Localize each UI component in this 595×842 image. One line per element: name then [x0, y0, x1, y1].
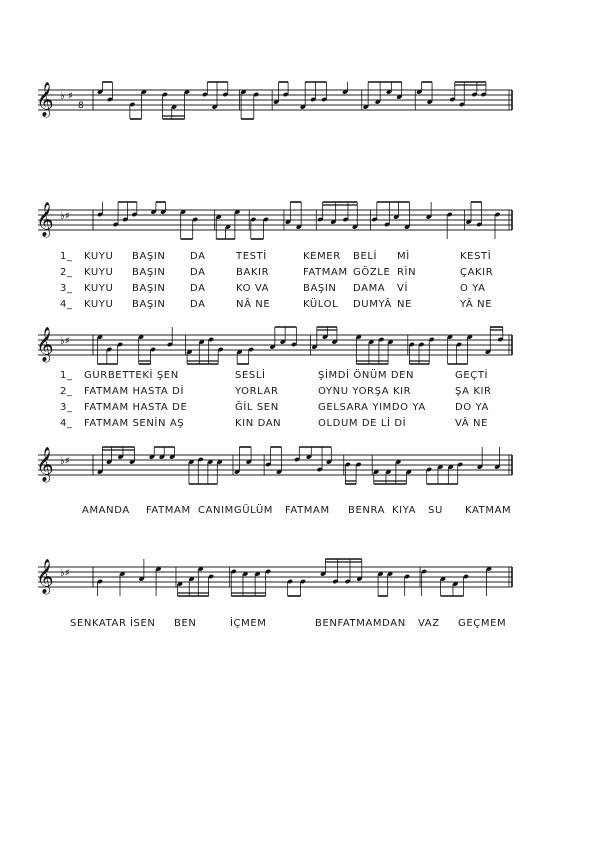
treble-clef: 𝄞	[36, 327, 54, 362]
verse-number: 1_	[60, 251, 73, 262]
lyric-syllable: VÂ NE	[455, 418, 489, 429]
lyric-syllable: FATMAM HASTA Dİ	[84, 386, 184, 397]
lyric-syllable: GEÇTİ	[455, 370, 489, 381]
lyric-syllable: VAZ	[418, 618, 440, 629]
lyric-syllable: BEN	[174, 618, 197, 629]
lyric-syllable: FATMAM	[303, 267, 348, 278]
lyric-syllable: BAKIR	[236, 267, 270, 278]
verse-number: 3_	[60, 402, 73, 413]
lyric-syllable: O YA	[460, 283, 486, 294]
lyric-syllable: RİN	[397, 267, 417, 278]
lyric-syllable: KUYU	[84, 251, 114, 262]
lyric-syllable: GURBETTEKİ ŞEN	[84, 370, 179, 381]
lyric-syllable: İÇMEM	[230, 618, 267, 629]
lyric-syllable: FATMAM	[146, 505, 191, 516]
lyric-syllable: KÜLOL	[303, 299, 339, 310]
time-signature: 8	[78, 101, 84, 111]
lyric-syllable: FATMAM HASTA DE	[84, 402, 188, 413]
lyric-syllable: ŞA KIR	[455, 386, 492, 397]
lyric-syllable: BAŞIN	[132, 267, 166, 278]
lyric-syllable: OYNU YORŞA KIR	[318, 386, 412, 397]
lyric-syllable: YÂ NE	[460, 299, 493, 310]
lyric-syllable: NÂ NE	[236, 299, 271, 310]
lyric-syllable: KEMER	[303, 251, 341, 262]
lyric-syllable: Mİ	[397, 251, 410, 262]
lyric-syllable: DA	[190, 267, 206, 278]
key-signature: ♭♯	[60, 336, 70, 347]
verse-number: 4_	[60, 299, 73, 310]
verse-number: 1_	[60, 370, 73, 381]
lyric-syllable: CANIMGÜLÜM	[198, 505, 273, 516]
lyric-syllable: FATMAM	[285, 505, 330, 516]
lyric-syllable: KUYU	[84, 283, 114, 294]
lyric-syllable: SESLİ	[235, 370, 266, 381]
lyric-syllable: İSEN	[130, 618, 156, 629]
lyric-syllable: AMANDA	[82, 505, 130, 516]
lyric-syllable: Vİ	[397, 283, 408, 294]
treble-clef: 𝄞	[36, 447, 54, 482]
lyric-syllable: KUYU	[84, 267, 114, 278]
lyric-syllable: GELSARA YIMDO YA	[318, 402, 426, 413]
lyric-syllable: BELİ	[353, 251, 378, 262]
key-signature: ♭♯	[60, 568, 70, 579]
lyric-syllable: ŞİMDİ ÖNÜM DEN	[318, 370, 415, 381]
lyric-syllable: FATMAM SENİN AŞ	[84, 418, 185, 429]
lyric-syllable: DA	[190, 299, 206, 310]
lyric-syllable: KIYA	[392, 505, 417, 516]
verse-number: 4_	[60, 418, 73, 429]
lyric-syllable: BENFATMAMDAN	[315, 618, 406, 629]
verse-number: 2_	[60, 267, 73, 278]
lyric-syllable: DUMYÂ	[353, 299, 392, 310]
lyric-syllable: NE	[397, 299, 412, 310]
lyric-syllable: BAŞIN	[132, 299, 166, 310]
lyric-syllable: KESTİ	[460, 251, 492, 262]
lyric-syllable: GEÇMEM	[458, 618, 507, 629]
lyric-syllable: TESTİ	[236, 251, 267, 262]
key-signature: ♭♯	[60, 211, 70, 222]
treble-clef: 𝄞	[36, 202, 54, 237]
lyric-syllable: KATMAM	[465, 505, 512, 516]
lyric-syllable: KO VA	[236, 283, 270, 294]
lyric-syllable: ÇAKIR	[460, 267, 494, 278]
lyric-syllable: SENKATAR	[70, 618, 127, 629]
lyric-syllable: KUYU	[84, 299, 114, 310]
verse-number: 2_	[60, 386, 73, 397]
treble-clef: 𝄞	[36, 559, 54, 594]
lyric-syllable: DAMA	[353, 283, 386, 294]
lyric-syllable: BENRA	[348, 505, 386, 516]
verse-number: 3_	[60, 283, 73, 294]
lyric-syllable: SU	[428, 505, 443, 516]
lyric-syllable: ĞİL SEN	[235, 402, 279, 413]
lyric-syllable: BAŞIN	[303, 283, 337, 294]
lyric-syllable: BAŞIN	[132, 251, 166, 262]
lyric-syllable: GÖZLE	[353, 267, 391, 278]
lyric-syllable: YORLAR	[235, 386, 279, 397]
lyric-syllable: DA	[190, 251, 206, 262]
lyric-syllable: DA	[190, 283, 206, 294]
lyric-syllable: KIN DAN	[235, 418, 282, 429]
key-signature: ♭♯	[60, 456, 70, 467]
lyric-syllable: BAŞIN	[132, 283, 166, 294]
lyric-syllable: DO YA	[455, 402, 489, 413]
key-signature: ♭ ♯	[60, 91, 73, 102]
treble-clef: 𝄞	[36, 82, 54, 117]
lyric-syllable: OLDUM DE Lİ Dİ	[318, 418, 407, 429]
